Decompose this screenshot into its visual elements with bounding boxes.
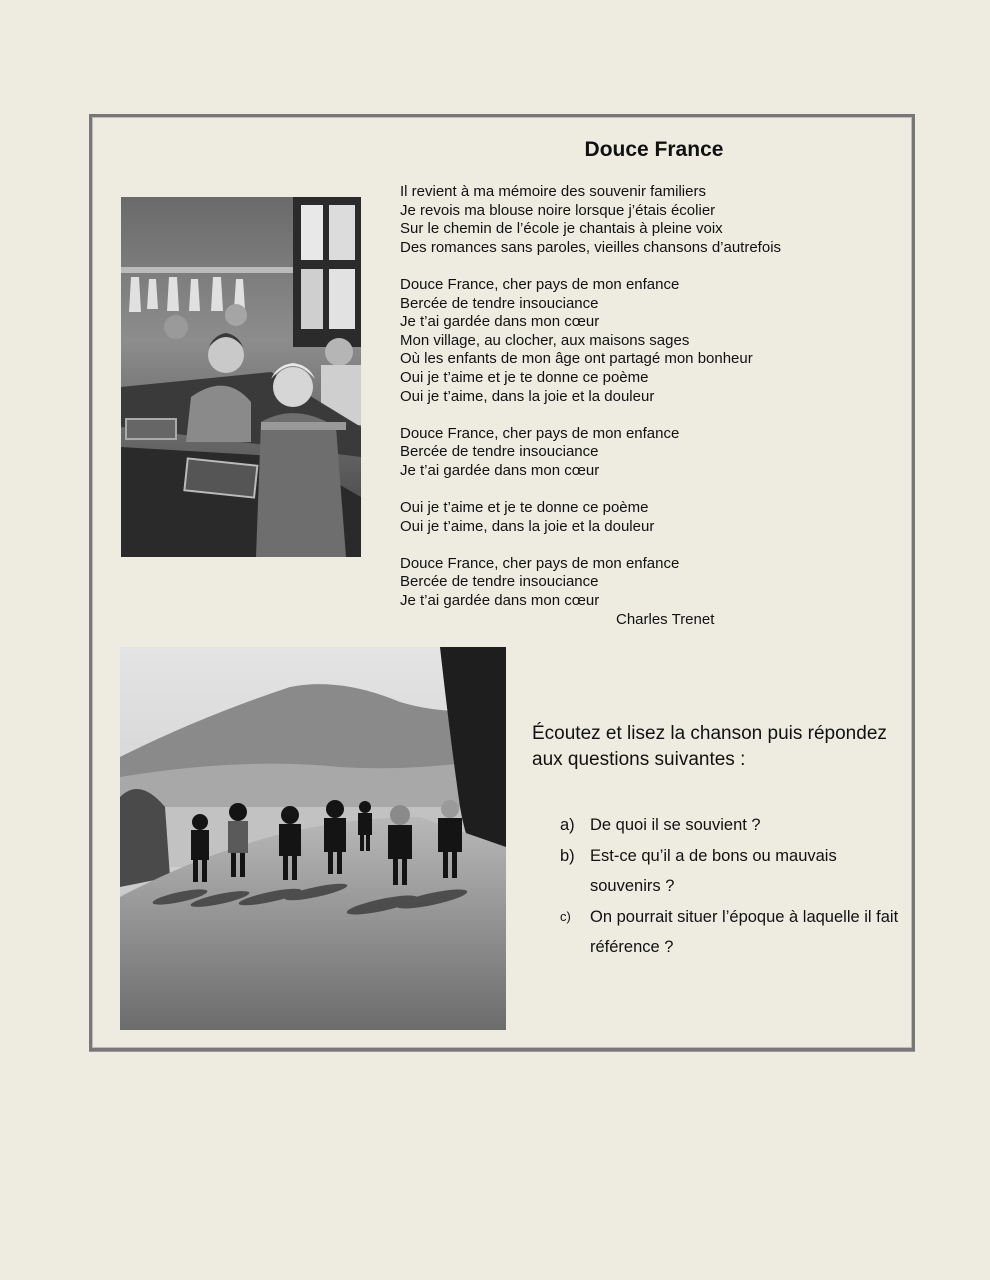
lyric-line: Je t’ai gardée dans mon cœur [400,592,600,610]
stanza [400,555,780,611]
lyric-line: Bercée de tendre insouciance [400,573,599,591]
stanza [400,499,780,536]
question-list [560,810,900,963]
question-text: On pourrait situer l’époque à laquelle il fait référence ? [590,907,899,956]
stanza [400,276,780,406]
question-text: Est-ce qu’il a de bons ou mauvais souvenirs ? [590,846,837,895]
exercise-prompt: Écoutez et lisez la chanson puis répondez aux questions suivantes : [532,723,887,770]
song-author: Charles Trenet [616,611,715,628]
classroom-photo-image [121,197,361,557]
lyric-line: Douce France, cher pays de mon enfance [400,554,680,572]
stanza [400,183,780,257]
lyric-line: Mon village, au clocher, aux maisons sages [400,331,690,349]
lyric-line: Je t’ai gardée dans mon cœur [400,313,600,331]
question-marker: b) [560,846,575,865]
song-title: Douce France [584,138,724,161]
lyric-line: Bercée de tendre insouciance [400,294,599,312]
lyric-line: Je t’ai gardée dans mon cœur [400,461,600,479]
lyric-line: Oui je t’aime, dans la joie et la douleur [400,387,655,405]
question-marker: a) [560,816,575,834]
children-walking-photo [120,647,506,1030]
lyric-line: Oui je t’aime, dans la joie et la douleur [400,517,655,535]
question-text: De quoi il se souvient ? [590,816,761,834]
classroom-photo [121,197,361,557]
question-item [560,902,900,963]
lyric-line: Où les enfants de mon âge ont partagé mon bonheur [400,350,753,368]
lyric-line: Douce France, cher pays de mon enfance [400,275,680,293]
lyric-line: Sur le chemin de l’école je chantais à pleine voix [400,220,723,238]
lyric-line: Douce France, cher pays de mon enfance [400,424,680,442]
stanza [400,425,780,481]
question-item [560,841,900,902]
lyric-line: Oui je t’aime et je te donne ce poème [400,368,649,386]
lyric-line: Il revient à ma mémoire des souvenir familiers [400,183,706,200]
question-marker: c) [560,908,571,924]
children-walking-photo-image [120,647,506,1030]
lyric-line: Oui je t’aime et je te donne ce poème [400,499,649,517]
lyric-line: Bercée de tendre insouciance [400,443,599,461]
lyric-line: Des romances sans paroles, vieilles chansons d’autrefois [400,238,782,256]
lyric-line: Je revois ma blouse noire lorsque j’étais écolier [400,201,716,219]
question-item [560,810,900,841]
song-lyrics [400,183,780,629]
